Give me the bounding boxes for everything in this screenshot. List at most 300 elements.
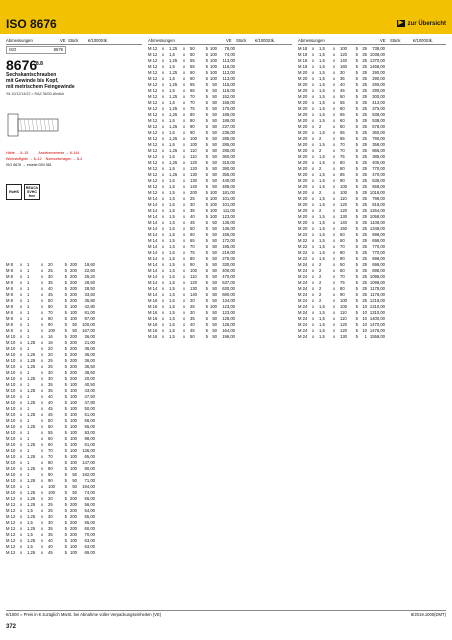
table-cell: 1,25	[169, 70, 178, 75]
table-cell: 5	[355, 94, 358, 99]
table-cell: 100	[70, 304, 77, 309]
table-cell: M 20	[298, 70, 308, 75]
table-cell: x	[333, 178, 336, 183]
table-cell: x	[20, 502, 23, 507]
table-cell: 35	[48, 388, 53, 393]
table-cell: 1,5	[169, 262, 175, 267]
table-cell: 1,5	[319, 232, 325, 237]
table-cell: x	[183, 208, 186, 213]
table-cell: x	[20, 532, 23, 537]
table-cell: 1,5	[169, 226, 175, 231]
table-cell: M 14	[148, 202, 158, 207]
table-cell: 5	[355, 76, 358, 81]
table-cell: 5	[355, 106, 358, 111]
table-cell: 30	[340, 70, 345, 75]
table-cell: 100	[70, 406, 77, 411]
table-cell: 5	[64, 286, 67, 291]
table-cell: x	[312, 268, 315, 273]
table-cell: 156,00	[222, 100, 235, 105]
table-cell: 5	[64, 538, 67, 543]
table-cell: 1,5	[319, 226, 325, 231]
table-cell: x	[333, 274, 336, 279]
spec-item[interactable]: Anziehmomente → 8-144	[38, 151, 80, 155]
table-cell: x	[183, 112, 186, 117]
table-cell: 5	[355, 298, 358, 303]
table-cell: x	[20, 496, 23, 501]
table-cell: 5	[355, 118, 358, 123]
table-cell: 5	[205, 148, 208, 153]
table-cell: 2	[319, 292, 322, 297]
table-cell: x	[183, 148, 186, 153]
table-cell: 74,00	[224, 52, 235, 57]
table-cell: 60	[190, 70, 195, 75]
table-cell: x	[333, 220, 336, 225]
table-cell: 290,00	[372, 82, 385, 87]
table-cell: x	[162, 310, 165, 315]
table-cell: 5	[205, 46, 208, 51]
table-cell: 698,00	[372, 232, 385, 237]
col-header-stk: Stück	[68, 38, 79, 43]
table-cell: M 18	[298, 52, 308, 57]
table-cell: x	[183, 82, 186, 87]
table-cell: 100	[210, 202, 217, 207]
table-cell: 400,00	[222, 268, 235, 273]
table-cell: 100	[70, 550, 77, 555]
table-cell: 100	[210, 64, 217, 69]
table-cell: 116,00	[222, 64, 235, 69]
spec-item[interactable]: Härte → 8–15	[6, 151, 29, 155]
table-cell: M 20	[298, 142, 308, 147]
table-cell: 5	[64, 520, 67, 525]
table-cell: 120	[340, 202, 347, 207]
table-cell: x	[183, 142, 186, 147]
table-cell: 2	[319, 262, 322, 267]
table-cell: x	[333, 328, 336, 333]
table-cell: 300,00	[372, 94, 385, 99]
table-cell: 40	[340, 82, 345, 87]
table-cell: 120	[340, 52, 347, 57]
table-cell: 25	[362, 142, 367, 147]
table-cell: 5	[64, 352, 67, 357]
table-cell: M 10	[6, 352, 16, 357]
table-cell: M 20	[298, 118, 308, 123]
table-cell: 1,25	[27, 364, 36, 369]
table-cell: 43,00	[84, 388, 95, 393]
table-cell: x	[312, 250, 315, 255]
table-cell: 1,25	[169, 160, 178, 165]
table-cell: 236,00	[222, 130, 235, 135]
table-cell: x	[20, 412, 23, 417]
table-cell: 285,00	[222, 148, 235, 153]
table-cell: M 20	[298, 82, 308, 87]
table-cell: 50	[212, 106, 217, 111]
table-cell: 630,00	[222, 286, 235, 291]
table-cell: x	[312, 220, 315, 225]
table-cell: 25	[362, 256, 367, 261]
table-cell: 200	[70, 502, 77, 507]
table-cell: M 8	[6, 310, 13, 315]
table-cell: x	[162, 88, 165, 93]
table-cell: M 10	[6, 382, 16, 387]
table-cell: x	[41, 346, 44, 351]
table-cell: x	[20, 514, 23, 519]
table-cell: 25	[362, 262, 367, 267]
table-cell: 1,25	[27, 514, 36, 519]
table-cell: x	[162, 322, 165, 327]
table-cell: x	[41, 322, 44, 327]
table-cell: 90	[48, 478, 53, 483]
table-cell: 100	[70, 382, 77, 387]
table-cell: x	[20, 262, 23, 267]
table-cell: 1,5	[169, 238, 175, 243]
table-cell: x	[20, 460, 23, 465]
overview-link[interactable]	[397, 20, 446, 27]
table-cell: 5	[64, 532, 67, 537]
table-cell: 5	[355, 124, 358, 129]
table-cell: 50	[212, 154, 217, 159]
table-cell: 1,25	[27, 424, 36, 429]
table-cell: 1,5	[169, 286, 175, 291]
table-cell: 30	[48, 514, 53, 519]
table-cell: x	[183, 70, 186, 75]
table-cell: 55	[48, 430, 53, 435]
table-cell: 50	[212, 334, 217, 339]
table-cell: x	[41, 454, 44, 459]
table-cell: x	[333, 280, 336, 285]
table-cell: x	[312, 94, 315, 99]
table-cell: 658,00	[372, 184, 385, 189]
table-cell: 50	[212, 100, 217, 105]
table-cell: 698,00	[372, 238, 385, 243]
table-cell: 45	[48, 292, 53, 297]
table-cell: 5	[355, 286, 358, 291]
table-cell: 200	[70, 352, 77, 357]
table-cell: 110	[340, 196, 347, 201]
table-cell: 45	[48, 412, 53, 417]
table-cell: x	[41, 262, 44, 267]
table-cell: 5	[355, 232, 358, 237]
table-cell: 219,00	[222, 250, 235, 255]
table-cell: M 12	[148, 52, 158, 57]
table-cell: 45	[340, 88, 345, 93]
table-cell: 1,5	[319, 202, 325, 207]
divider	[148, 44, 292, 45]
table-cell: M 22	[298, 238, 308, 243]
table-cell: M 12	[148, 172, 158, 177]
table-cell: 1,5	[319, 250, 325, 255]
table-cell: 100	[48, 490, 55, 495]
table-cell: 100	[70, 466, 77, 471]
table-cell: x	[333, 46, 336, 51]
table-cell: 25	[362, 154, 367, 159]
table-cell: 200	[70, 274, 77, 279]
table-cell: 10	[362, 322, 367, 327]
table-cell: 70,00	[84, 532, 95, 537]
table-cell: x	[312, 208, 315, 213]
table-cell: 1,5	[169, 190, 175, 195]
table-cell: 5	[205, 124, 208, 129]
table-cell: 20,00	[84, 376, 95, 381]
table-cell: 738,00	[372, 46, 385, 51]
table-cell: x	[312, 70, 315, 75]
table-cell: 2	[319, 280, 322, 285]
table-cell: M 24	[298, 316, 308, 321]
table-cell: 5	[355, 214, 358, 219]
table-cell: 74,00	[84, 490, 95, 495]
table-cell: x	[41, 448, 44, 453]
table-cell: x	[41, 286, 44, 291]
table-cell: x	[41, 478, 44, 483]
table-cell: 5	[64, 340, 67, 345]
table-cell: 200	[70, 268, 77, 273]
table-cell: x	[41, 520, 44, 525]
table-cell: M 20	[298, 184, 308, 189]
table-cell: 25	[362, 178, 367, 183]
table-cell: 50	[72, 490, 77, 495]
table-cell: 75	[190, 106, 195, 111]
table-cell: 5	[205, 160, 208, 165]
table-cell: 70	[340, 148, 345, 153]
table-cell: 25	[362, 58, 367, 63]
table-cell: 1,5	[319, 172, 325, 177]
table-cell: 100	[210, 70, 217, 75]
table-cell: x	[183, 64, 186, 69]
table-cell: 5	[355, 82, 358, 87]
table-cell: 2	[319, 208, 322, 213]
table-cell: x	[162, 160, 165, 165]
table-cell: 698,00	[372, 256, 385, 261]
table-cell: 70	[48, 454, 53, 459]
table-cell: M 8	[6, 304, 13, 309]
table-cell: 5	[64, 364, 67, 369]
table-cell: x	[41, 460, 44, 465]
table-cell: 100	[70, 448, 77, 453]
overview-label: zur Übersicht	[407, 20, 446, 27]
table-cell: 5	[205, 118, 208, 123]
table-cell: 1,5	[169, 322, 175, 327]
table-cell: x	[41, 274, 44, 279]
table-cell: 111,00	[222, 208, 235, 213]
table-cell: 113,00	[222, 58, 235, 63]
table-cell: 70	[190, 100, 195, 105]
table-cell: 45	[190, 220, 195, 225]
table-cell: 36,00	[84, 334, 95, 339]
table-cell: M 8	[6, 280, 13, 285]
table-cell: x	[333, 124, 336, 129]
table-cell: M 20	[298, 88, 308, 93]
table-cell: 5	[355, 292, 358, 297]
table-cell: 20	[48, 352, 53, 357]
table-cell: 100	[210, 214, 217, 219]
table-cell: M 14	[148, 232, 158, 237]
table-cell: M 12	[6, 526, 16, 531]
table-cell: x	[162, 274, 165, 279]
table-cell: 25	[362, 184, 367, 189]
table-cell: 1,25	[169, 46, 178, 51]
table-cell: 50	[212, 148, 217, 153]
table-cell: M 10	[6, 388, 16, 393]
table-cell: 1,5	[169, 268, 175, 273]
table-cell: 97,00	[84, 316, 95, 321]
table-cell: 100	[70, 400, 77, 405]
table-cell: 5	[355, 88, 358, 93]
table-cell: 134,00	[222, 298, 235, 303]
table-cell: x	[333, 70, 336, 75]
table-cell: x	[333, 64, 336, 69]
table-cell: 1,5	[169, 76, 175, 81]
table-cell: 5	[64, 304, 67, 309]
table-cell: 1	[27, 298, 30, 303]
table-cell: x	[20, 292, 23, 297]
table-cell: x	[183, 100, 186, 105]
spec-item[interactable]: Normunterlagen → 8-4	[45, 157, 83, 161]
table-cell: x	[183, 310, 186, 315]
table-cell: 28,50	[84, 286, 95, 291]
table-cell: 20	[48, 496, 53, 501]
table-cell: x	[41, 424, 44, 429]
table-cell: 20	[48, 346, 53, 351]
table-cell: 30	[190, 202, 195, 207]
table-cell: 5	[355, 238, 358, 243]
table-cell: 60	[48, 436, 53, 441]
table-cell: x	[20, 298, 23, 303]
table-cell: 1	[27, 472, 30, 477]
table-cell: 45	[48, 406, 53, 411]
table-cell: x	[312, 334, 315, 339]
table-cell: 25	[362, 160, 367, 165]
table-cell: 20	[48, 262, 53, 267]
table-cell: x	[183, 130, 186, 135]
table-cell: 36,50	[84, 364, 95, 369]
table-cell: 200	[70, 262, 77, 267]
table-cell: 115,00	[222, 82, 235, 87]
table-cell: x	[41, 352, 44, 357]
table-cell: 1,5	[319, 220, 325, 225]
table-cell: 16	[48, 340, 53, 345]
table-cell: 5	[355, 154, 358, 159]
table-cell: 355,00	[222, 172, 235, 177]
page-number: 372	[6, 624, 17, 630]
table-cell: 25	[362, 100, 367, 105]
table-cell: M 10	[6, 418, 16, 423]
table-cell: 5	[205, 214, 208, 219]
table-cell: 50	[48, 424, 53, 429]
table-cell: 1	[27, 346, 30, 351]
table-cell: x	[183, 238, 186, 243]
table-cell: 1,5	[319, 106, 325, 111]
table-cell: 25	[362, 268, 367, 273]
table-cell: x	[312, 142, 315, 147]
table-cell: M 10	[6, 490, 16, 495]
table-cell: 1,25	[169, 82, 178, 87]
table-cell: M 8	[6, 274, 13, 279]
table-cell: x	[333, 166, 336, 171]
table-cell: 1264,00	[369, 208, 385, 213]
table-cell: M 10	[6, 364, 16, 369]
table-cell: M 10	[6, 442, 16, 447]
table-cell: M 10	[6, 406, 16, 411]
table-cell: x	[312, 64, 315, 69]
table-cell: 50	[340, 262, 345, 267]
table-cell: 5	[205, 202, 208, 207]
table-cell: 2	[319, 148, 322, 153]
table-cell: 100	[70, 454, 77, 459]
table-cell: 360,00	[222, 154, 235, 159]
table-cell: 1,5	[319, 214, 325, 219]
table-cell: 50	[212, 280, 217, 285]
table-cell: x	[20, 274, 23, 279]
table-cell: x	[183, 226, 186, 231]
table-column-3	[298, 46, 385, 340]
table-cell: M 8	[6, 286, 13, 291]
table-cell: 25	[362, 82, 367, 87]
table-cell: 100	[190, 142, 197, 147]
table-cell: 25	[362, 124, 367, 129]
table-cell: 160	[340, 64, 347, 69]
table-cell: 5	[64, 280, 67, 285]
table-cell: 1,25	[27, 466, 36, 471]
table-cell: 60	[190, 232, 195, 237]
table-cell: 5	[355, 64, 358, 69]
table-cell: 5	[205, 184, 208, 189]
table-cell: x	[162, 214, 165, 219]
table-cell: 120	[340, 328, 347, 333]
table-cell: x	[312, 88, 315, 93]
table-cell: 50	[212, 274, 217, 279]
table-cell: 35	[340, 76, 345, 81]
table-cell: 1178,00	[370, 286, 385, 291]
table-cell: 30	[48, 520, 53, 525]
col-header-abm: Abmessungen	[6, 38, 33, 43]
table-cell: 1	[27, 322, 30, 327]
table-cell: 5	[355, 250, 358, 255]
table-cell: M 24	[298, 322, 308, 327]
table-cell: 65	[190, 238, 195, 243]
table-cell: 5	[355, 178, 358, 183]
table-cell: x	[41, 394, 44, 399]
table-cell: x	[41, 526, 44, 531]
table-cell: 5	[205, 172, 208, 177]
table-cell: 26,20	[84, 274, 95, 279]
table-cell: 50	[340, 232, 345, 237]
table-cell: x	[20, 526, 23, 531]
table-cell: x	[312, 244, 315, 249]
table-cell: M 10	[6, 460, 16, 465]
table-cell: x	[162, 82, 165, 87]
col-header-ve-2: VE	[226, 38, 232, 43]
table-cell: 130	[340, 214, 347, 219]
table-cell: 130	[190, 178, 197, 183]
table-cell: M 22	[298, 250, 308, 255]
table-cell: 172,00	[222, 238, 235, 243]
table-cell: 100	[70, 460, 77, 465]
spec-item[interactable]: Werkstoffgüte → 8–12	[6, 157, 42, 161]
table-cell: 60	[48, 304, 53, 309]
table-cell: 285,00	[222, 136, 235, 141]
table-cell: 50	[212, 124, 217, 129]
table-cell: M 12	[148, 82, 158, 87]
table-cell: 76,00	[224, 46, 235, 51]
table-cell: x	[333, 262, 336, 267]
table-cell: 25	[362, 202, 367, 207]
table-cell: 1348,00	[369, 226, 385, 231]
table-cell: 5	[355, 136, 358, 141]
table-cell: x	[333, 52, 336, 57]
table-cell: x	[162, 136, 165, 141]
iso-label: ISO	[9, 47, 17, 52]
table-cell: x	[312, 298, 315, 303]
table-cell: M 12	[6, 520, 16, 525]
